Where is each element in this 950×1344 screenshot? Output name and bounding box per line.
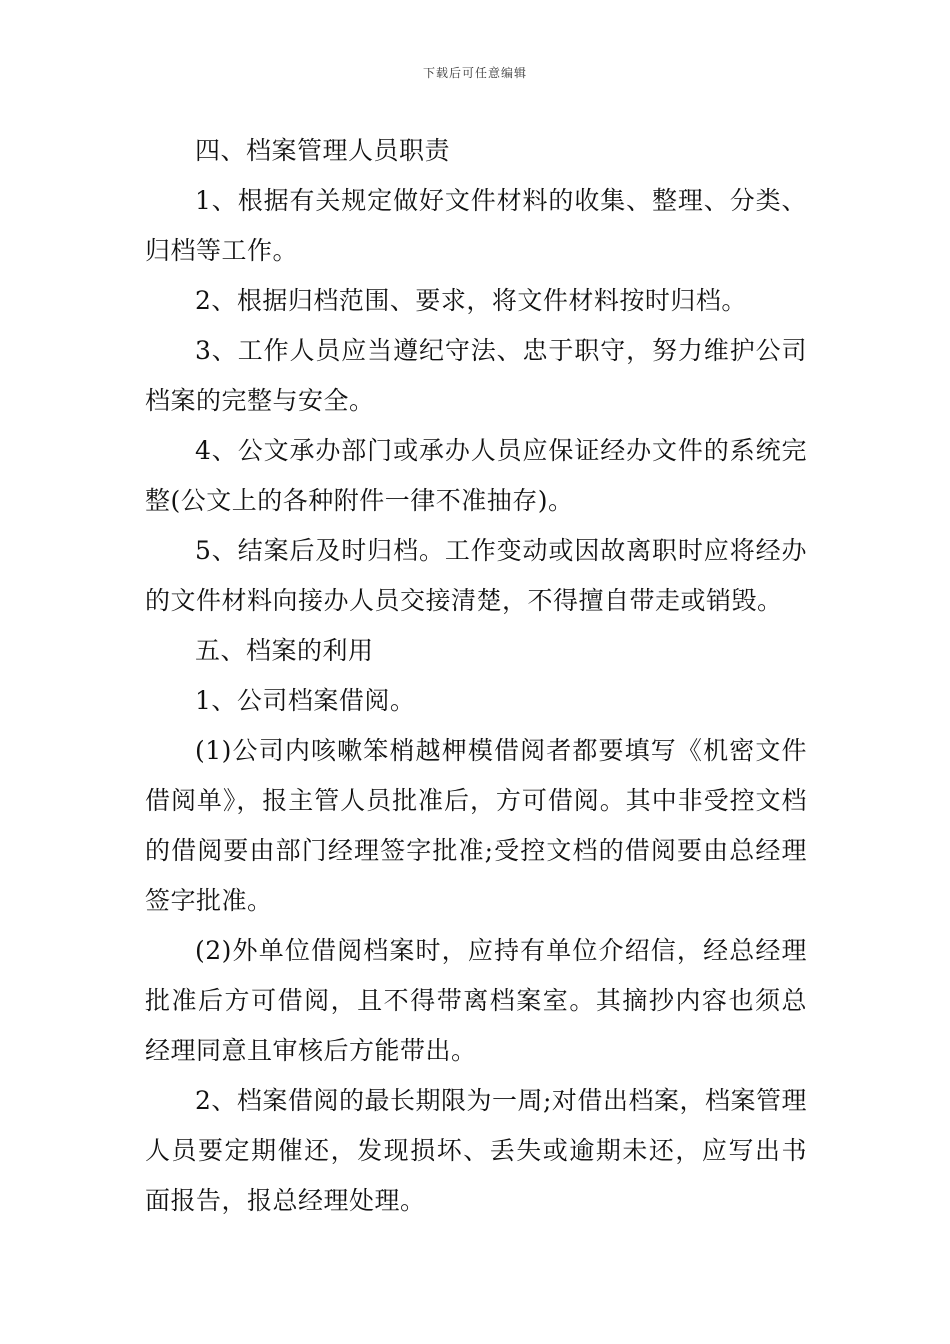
paragraph-duty-5: 5、结案后及时归档。工作变动或因故离职时应将经办的文件材料向接办人员交接清楚，不得擅自带走或销毁。 [145, 536, 807, 615]
paragraph-duty-1: 1、根据有关规定做好文件材料的收集、整理、分类、归档等工作。 [145, 186, 807, 265]
header-note: 下载后可任意编辑 [422, 66, 527, 80]
paragraph-usage-1-internal: (1)公司内咳嗽笨梢越柙模借阅者都要填写《机密文件借阅单》，报主管人员批准后，方可借阅。其中非受控文档的借阅要由部门经理签字批准;受控文档的借阅要由总经理签字批准。 [145, 736, 807, 915]
section-heading-duties: 四、档案管理人员职责 [195, 136, 451, 165]
paragraph-duty-3: 3、工作人员应当遵纪守法、忠于职守，努力维护公司档案的完整与安全。 [145, 336, 807, 415]
paragraph-duty-2: 2、根据归档范围、要求，将文件材料按时归档。 [195, 286, 747, 315]
paragraph-duty-4: 4、公文承办部门或承办人员应保证经办文件的系统完整(公文上的各种附件一律不准抽存)。 [145, 436, 807, 515]
paragraph-usage-1: 1、公司档案借阅。 [195, 686, 416, 715]
paragraph-usage-1-external: (2)外单位借阅档案时，应持有单位介绍信，经总经理批准后方可借阅，且不得带离档案室。其摘抄内容也须总经理同意且审核后方能带出。 [145, 936, 807, 1065]
document-body [145, 126, 807, 1226]
paragraph-usage-2: 2、档案借阅的最长期限为一周;对借出档案，档案管理人员要定期催还，发现损坏、丢失或逾期未还，应写出书面报告，报总经理处理。 [145, 1086, 807, 1215]
section-heading-usage: 五、档案的利用 [195, 636, 374, 665]
